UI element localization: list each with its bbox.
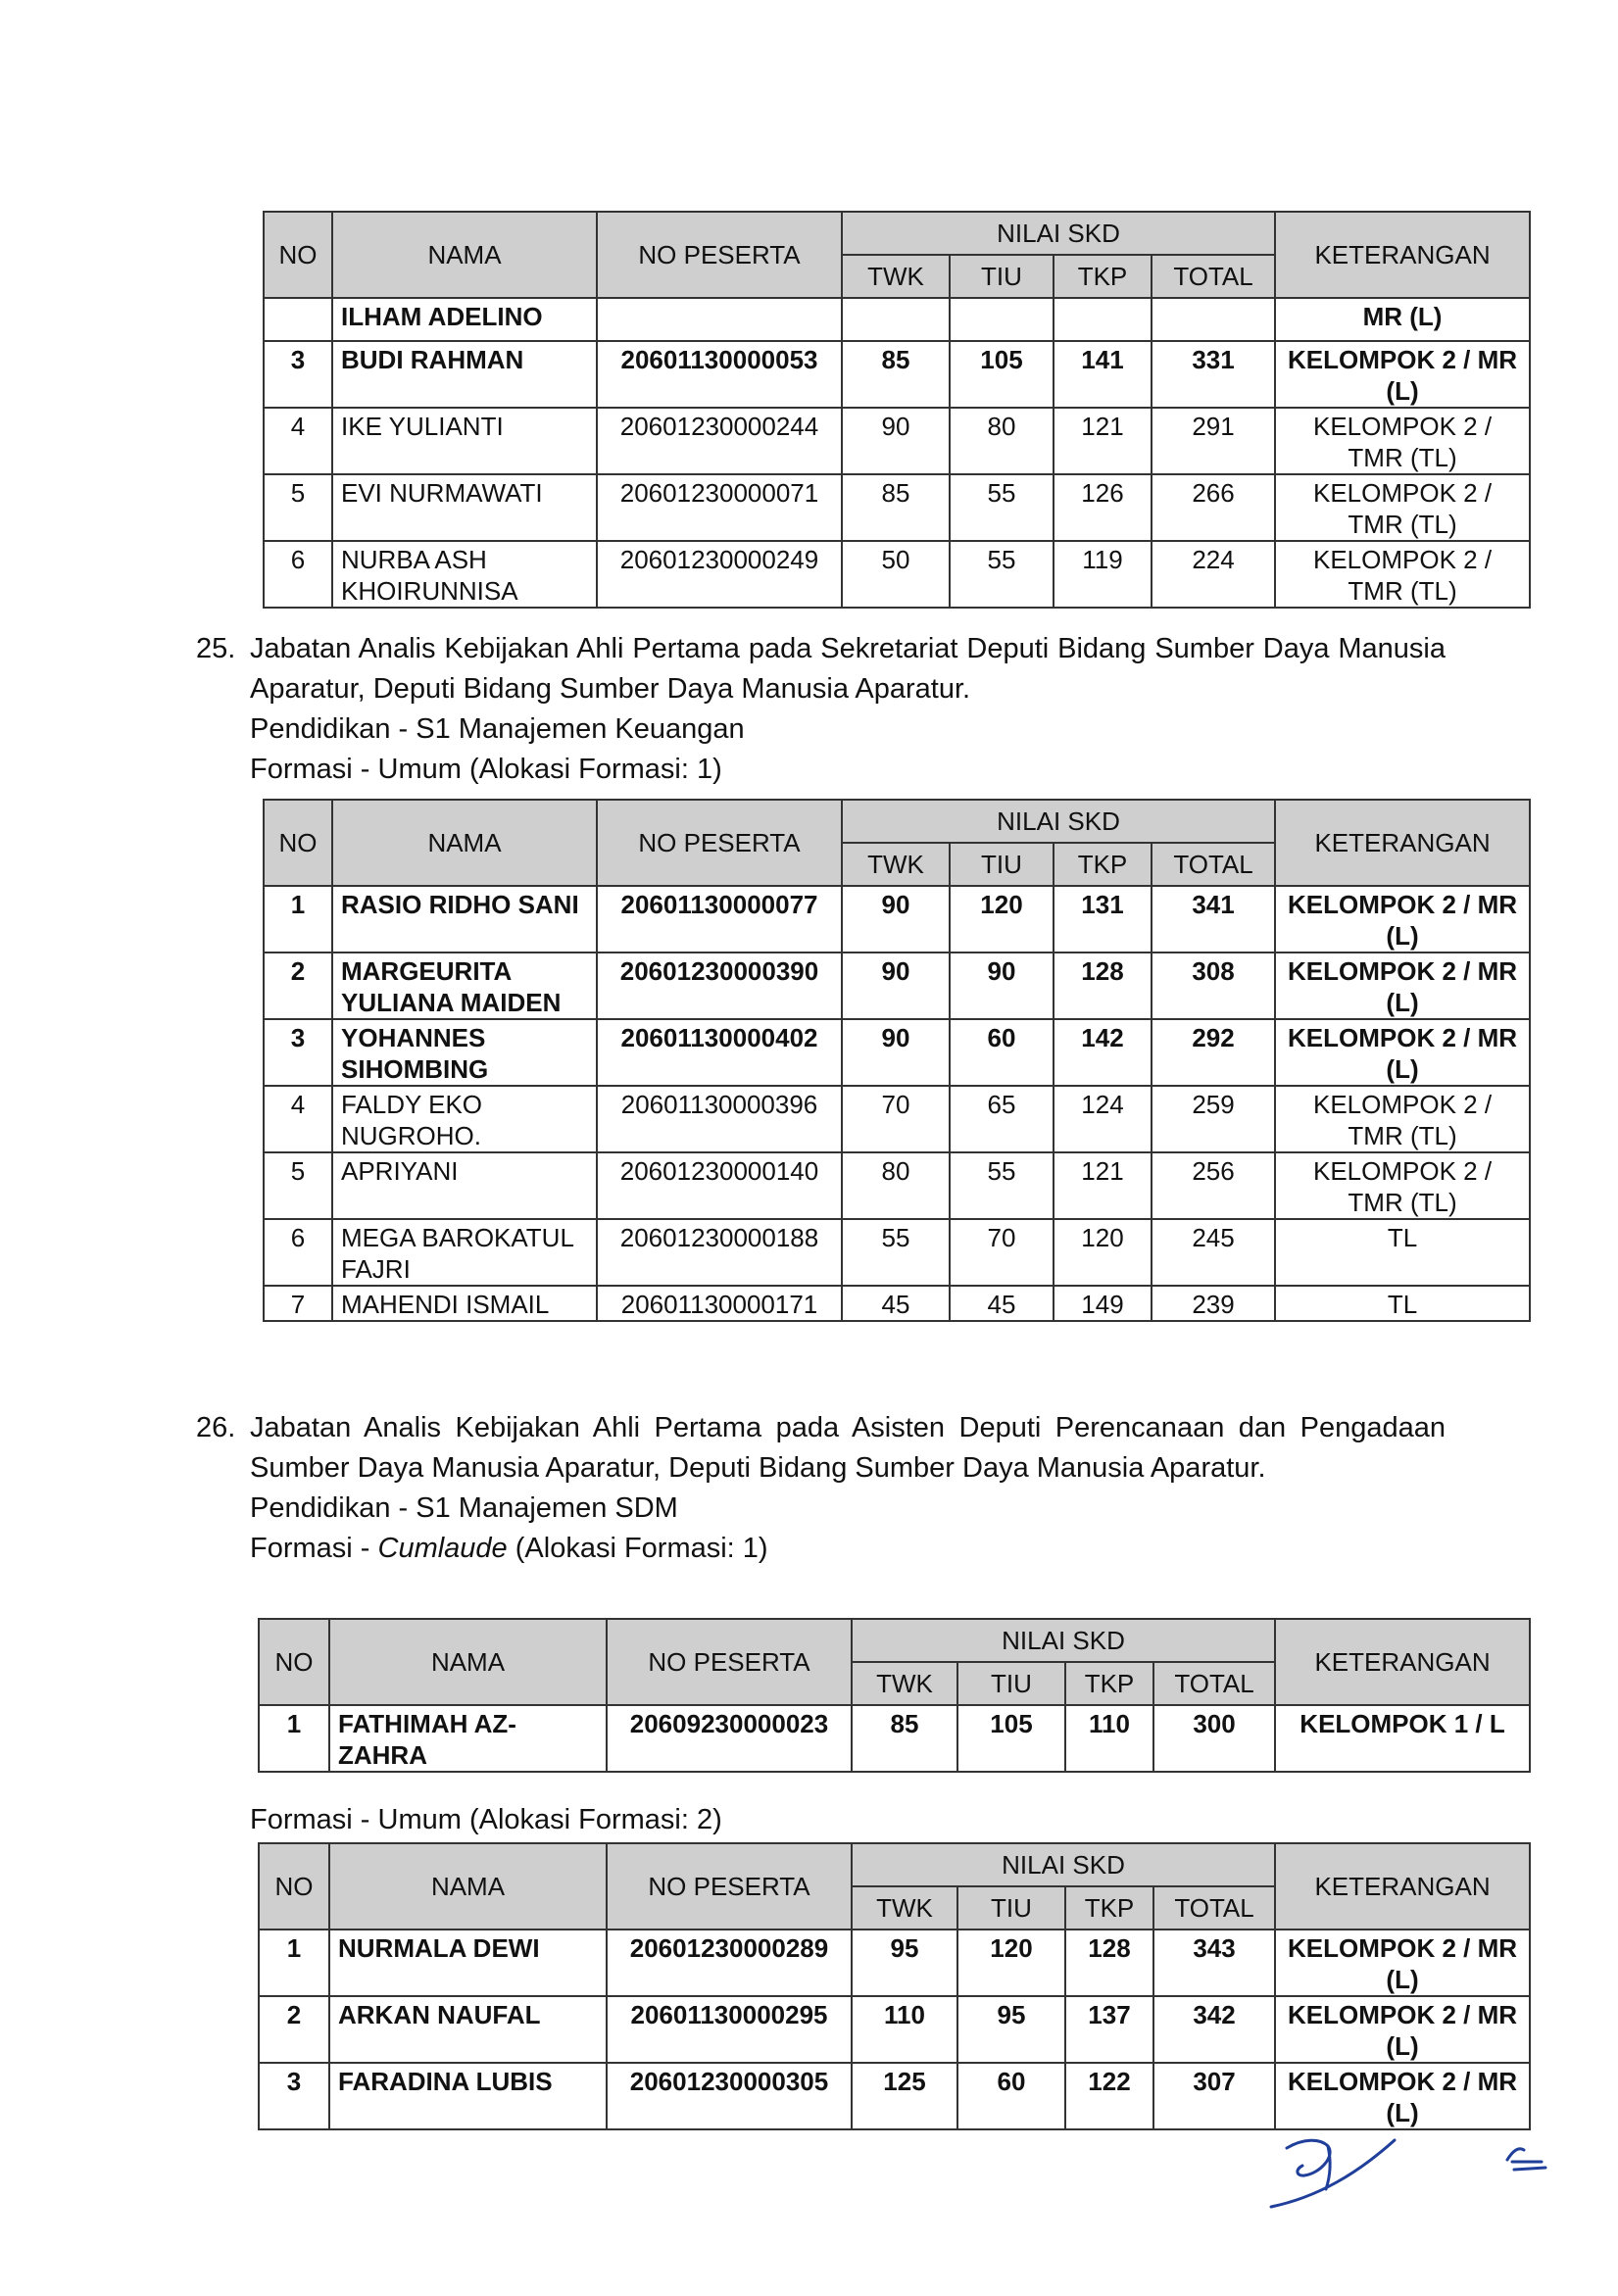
cell-keterangan: KELOMPOK 2 / MR (L)	[1275, 341, 1530, 408]
cell-nama: MEGA BAROKATUL FAJRI	[332, 1219, 597, 1286]
header-no-peserta: NO PESERTA	[597, 212, 842, 298]
table-row	[264, 474, 1530, 541]
cell-nama: ARKAN NAUFAL	[329, 1996, 607, 2063]
cell-keterangan: TL	[1275, 1286, 1530, 1321]
cell-no: 5	[264, 474, 332, 541]
cell-total: 224	[1152, 541, 1275, 608]
cell-tiu: 55	[950, 541, 1054, 608]
cell-twk: 90	[842, 1019, 950, 1086]
cell-no: 4	[264, 1086, 332, 1152]
cell-tiu: 80	[950, 408, 1054, 474]
header-nama: NAMA	[329, 1619, 607, 1705]
cell-no: 2	[264, 953, 332, 1019]
cell-nama: MAHENDI ISMAIL	[332, 1286, 597, 1321]
table-header	[259, 1619, 1530, 1705]
cell-keterangan: KELOMPOK 2 / MR (L)	[1275, 1996, 1530, 2063]
cell-nama: ILHAM ADELINO	[332, 298, 597, 341]
table-row	[259, 1930, 1530, 1996]
header-nilai-skd: NILAI SKD	[842, 800, 1275, 843]
cell-no-peserta: 20601230000390	[597, 953, 842, 1019]
header-twk: TWK	[852, 1886, 957, 1930]
cell-total: 341	[1152, 886, 1275, 953]
cell-nama: IKE YULIANTI	[332, 408, 597, 474]
cell-twk: 95	[852, 1930, 957, 1996]
header-keterangan: KETERANGAN	[1275, 1619, 1530, 1705]
cell-keterangan: KELOMPOK 1 / L	[1275, 1705, 1530, 1772]
cell-nama: RASIO RIDHO SANI	[332, 886, 597, 953]
cell-keterangan: TL	[1275, 1219, 1530, 1286]
cell-nama: EVI NURMAWATI	[332, 474, 597, 541]
cell-tiu: 105	[957, 1705, 1065, 1772]
section-number: 26.	[196, 1412, 236, 1443]
cell-keterangan: KELOMPOK 2 / TMR (TL)	[1275, 1086, 1530, 1152]
cell-no-peserta: 20601230000244	[597, 408, 842, 474]
cell-twk: 45	[842, 1286, 950, 1321]
cell-twk: 125	[852, 2063, 957, 2129]
header-twk: TWK	[842, 843, 950, 886]
cell-twk: 90	[842, 953, 950, 1019]
cell-tiu: 120	[957, 1930, 1065, 1996]
header-tiu: TIU	[950, 843, 1054, 886]
cell-tkp: 120	[1054, 1219, 1152, 1286]
cell-nama: FATHIMAH AZ-ZAHRA	[329, 1705, 607, 1772]
table-body	[264, 886, 1530, 1321]
formasi-line: Formasi - Umum (Alokasi Formasi: 1)	[250, 754, 722, 785]
cell-no: 5	[264, 1152, 332, 1219]
cell-nama: FARADINA LUBIS	[329, 2063, 607, 2129]
table-row	[264, 298, 1530, 341]
cell-tkp: 131	[1054, 886, 1152, 953]
cell-no: 4	[264, 408, 332, 474]
cell-nama: NURBA ASH KHOIRUNNISA	[332, 541, 597, 608]
cell-no-peserta: 20601130000077	[597, 886, 842, 953]
cell-tkp: 122	[1065, 2063, 1153, 2129]
results-table-26-cumlaude	[258, 1618, 1531, 1773]
formasi-prefix: Formasi -	[250, 1533, 378, 1564]
header-total: TOTAL	[1153, 1662, 1275, 1705]
header-no: NO	[259, 1843, 329, 1930]
results-table-26-umum	[258, 1842, 1531, 2130]
cell-tiu: 60	[950, 1019, 1054, 1086]
cell-twk: 50	[842, 541, 950, 608]
cell-total: 308	[1152, 953, 1275, 1019]
cell-tkp: 128	[1065, 1930, 1153, 1996]
header-twk: TWK	[842, 255, 950, 298]
cell-tkp: 121	[1054, 408, 1152, 474]
cell-twk: 85	[842, 341, 950, 408]
header-no-peserta: NO PESERTA	[607, 1843, 852, 1930]
table-row	[259, 1996, 1530, 2063]
table-header	[264, 800, 1530, 886]
cell-tiu: 90	[950, 953, 1054, 1019]
cell-keterangan: KELOMPOK 2 / TMR (TL)	[1275, 408, 1530, 474]
header-tkp: TKP	[1054, 843, 1152, 886]
header-nama: NAMA	[329, 1843, 607, 1930]
table-row	[264, 1286, 1530, 1321]
cell-no-peserta: 20609230000023	[607, 1705, 852, 1772]
table-row	[264, 1219, 1530, 1286]
results-table-continued	[263, 211, 1531, 609]
table-row	[264, 1086, 1530, 1152]
header-total: TOTAL	[1152, 843, 1275, 886]
cell-no-peserta: 20601230000249	[597, 541, 842, 608]
header-nilai-skd: NILAI SKD	[852, 1619, 1275, 1662]
cell-tkp: 142	[1054, 1019, 1152, 1086]
handwritten-initials	[1259, 2117, 1553, 2224]
cell-twk: 55	[842, 1219, 950, 1286]
header-no: NO	[264, 800, 332, 886]
cell-keterangan: KELOMPOK 2 / TMR (TL)	[1275, 541, 1530, 608]
cell-total: 343	[1153, 1930, 1275, 1996]
cell-no: 1	[264, 886, 332, 953]
table-row	[264, 886, 1530, 953]
table-header	[264, 212, 1530, 298]
cell-no: 3	[264, 1019, 332, 1086]
cell-keterangan: KELOMPOK 2 / MR (L)	[1275, 886, 1530, 953]
cell-tiu: 70	[950, 1219, 1054, 1286]
cell-no-peserta: 20601130000402	[597, 1019, 842, 1086]
formasi-suffix: (Alokasi Formasi: 1)	[507, 1533, 768, 1564]
header-nama: NAMA	[332, 800, 597, 886]
table-body	[264, 341, 1530, 608]
cell-total: 342	[1153, 1996, 1275, 2063]
section-number: 25.	[196, 633, 236, 664]
cell-total: 307	[1153, 2063, 1275, 2129]
formasi-cumlaude-line	[250, 1529, 1446, 1569]
cell-no-peserta: 20601130000053	[597, 341, 842, 408]
cell-nama: BUDI RAHMAN	[332, 341, 597, 408]
table-header	[259, 1843, 1530, 1930]
cell-no: 3	[259, 2063, 329, 2129]
cell-total: 300	[1153, 1705, 1275, 1772]
cell-twk: 85	[842, 474, 950, 541]
cell-tiu: 95	[957, 1996, 1065, 2063]
cell-total: 292	[1152, 1019, 1275, 1086]
header-no: NO	[259, 1619, 329, 1705]
header-twk: TWK	[852, 1662, 957, 1705]
header-tkp: TKP	[1054, 255, 1152, 298]
cell-tkp: 141	[1054, 341, 1152, 408]
header-keterangan: KETERANGAN	[1275, 212, 1530, 298]
cell-tiu: 65	[950, 1086, 1054, 1152]
cell-keterangan: KELOMPOK 2 / MR (L)	[1275, 953, 1530, 1019]
header-tiu: TIU	[957, 1886, 1065, 1930]
results-table-25	[263, 799, 1531, 1322]
pendidikan-line: Pendidikan - S1 Manajemen SDM	[250, 1492, 678, 1524]
cell-no: 6	[264, 1219, 332, 1286]
header-tiu: TIU	[950, 255, 1054, 298]
cell-no-peserta: 20601230000188	[597, 1219, 842, 1286]
cell-keterangan: KELOMPOK 2 / TMR (TL)	[1275, 1152, 1530, 1219]
cell-no-peserta: 20601230000071	[597, 474, 842, 541]
header-keterangan: KETERANGAN	[1275, 1843, 1530, 1930]
cell-no: 3	[264, 341, 332, 408]
cell-tkp: 110	[1065, 1705, 1153, 1772]
cell-no: 2	[259, 1996, 329, 2063]
formasi-umum-line: Formasi - Umum (Alokasi Formasi: 2)	[250, 1804, 722, 1835]
table-row	[264, 1152, 1530, 1219]
section-title: Jabatan Analis Kebijakan Ahli Pertama pada Asisten Deputi Perencanaan dan Pengadaan Sumber Daya Manusia Aparatur, Deputi Bidang Sumber Daya Manusia Aparatur.	[250, 1412, 1446, 1484]
cell-total: 245	[1152, 1219, 1275, 1286]
header-nilai-skd: NILAI SKD	[852, 1843, 1275, 1886]
header-no-peserta: NO PESERTA	[607, 1619, 852, 1705]
cell-tiu: 55	[950, 1152, 1054, 1219]
cell-no: 1	[259, 1705, 329, 1772]
cell-nama: FALDY EKO NUGROHO.	[332, 1086, 597, 1152]
cell-tkp: 119	[1054, 541, 1152, 608]
cell-keterangan: MR (L)	[1275, 298, 1530, 341]
cell-keterangan: KELOMPOK 2 / MR (L)	[1275, 2063, 1530, 2129]
cell-total: 259	[1152, 1086, 1275, 1152]
cell-no-peserta: 20601130000396	[597, 1086, 842, 1152]
cell-tkp: 126	[1054, 474, 1152, 541]
header-keterangan: KETERANGAN	[1275, 800, 1530, 886]
cell-twk: 85	[852, 1705, 957, 1772]
section-25	[196, 629, 1446, 790]
cell-no-peserta: 20601130000171	[597, 1286, 842, 1321]
header-no: NO	[264, 212, 332, 298]
header-nilai-skd: NILAI SKD	[842, 212, 1275, 255]
header-no-peserta: NO PESERTA	[597, 800, 842, 886]
table-row	[264, 953, 1530, 1019]
header-tiu: TIU	[957, 1662, 1065, 1705]
cell-total: 239	[1152, 1286, 1275, 1321]
header-tkp: TKP	[1065, 1886, 1153, 1930]
cell-total: 331	[1152, 341, 1275, 408]
cell-nama: NURMALA DEWI	[329, 1930, 607, 1996]
cell-no: 1	[259, 1930, 329, 1996]
cell-keterangan: KELOMPOK 2 / MR (L)	[1275, 1019, 1530, 1086]
cell-tkp: 124	[1054, 1086, 1152, 1152]
cell-tiu: 120	[950, 886, 1054, 953]
cell-tkp: 121	[1054, 1152, 1152, 1219]
table-row	[259, 1705, 1530, 1772]
cell-twk: 90	[842, 886, 950, 953]
cell-twk: 90	[842, 408, 950, 474]
cell-tkp: 149	[1054, 1286, 1152, 1321]
pendidikan-line: Pendidikan - S1 Manajemen Keuangan	[250, 713, 745, 745]
cell-keterangan: KELOMPOK 2 / TMR (TL)	[1275, 474, 1530, 541]
cell-no-peserta: 20601230000140	[597, 1152, 842, 1219]
cell-total: 291	[1152, 408, 1275, 474]
cell-no-peserta: 20601230000305	[607, 2063, 852, 2129]
table-body	[259, 1930, 1530, 2129]
header-total: TOTAL	[1153, 1886, 1275, 1930]
table-body	[259, 1705, 1530, 1772]
cell-tkp: 128	[1054, 953, 1152, 1019]
cell-tiu: 105	[950, 341, 1054, 408]
table-row	[264, 341, 1530, 408]
table-row	[264, 408, 1530, 474]
table-row	[264, 541, 1530, 608]
cell-tkp: 137	[1065, 1996, 1153, 2063]
cell-twk: 80	[842, 1152, 950, 1219]
header-tkp: TKP	[1065, 1662, 1153, 1705]
table-row	[264, 1019, 1530, 1086]
cell-total: 256	[1152, 1152, 1275, 1219]
cell-keterangan: KELOMPOK 2 / MR (L)	[1275, 1930, 1530, 1996]
cell-tiu: 45	[950, 1286, 1054, 1321]
cell-total: 266	[1152, 474, 1275, 541]
cell-twk: 70	[842, 1086, 950, 1152]
cell-tiu: 60	[957, 2063, 1065, 2129]
cell-nama: APRIYANI	[332, 1152, 597, 1219]
cell-no: 7	[264, 1286, 332, 1321]
formasi-cumlaude-word: Cumlaude	[377, 1533, 508, 1564]
cell-tiu: 55	[950, 474, 1054, 541]
cell-no: 6	[264, 541, 332, 608]
section-26	[196, 1408, 1446, 1569]
header-nama: NAMA	[332, 212, 597, 298]
cell-nama: YOHANNES SIHOMBING	[332, 1019, 597, 1086]
section-title: Jabatan Analis Kebijakan Ahli Pertama pada Sekretariat Deputi Bidang Sumber Daya Manusia Aparatur, Deputi Bidang Sumber Daya Manusia Aparatur.	[250, 633, 1446, 705]
cell-twk: 110	[852, 1996, 957, 2063]
cell-no-peserta: 20601130000295	[607, 1996, 852, 2063]
cell-no-peserta: 20601230000289	[607, 1930, 852, 1996]
cell-nama: MARGEURITA YULIANA MAIDEN	[332, 953, 597, 1019]
header-total: TOTAL	[1152, 255, 1275, 298]
